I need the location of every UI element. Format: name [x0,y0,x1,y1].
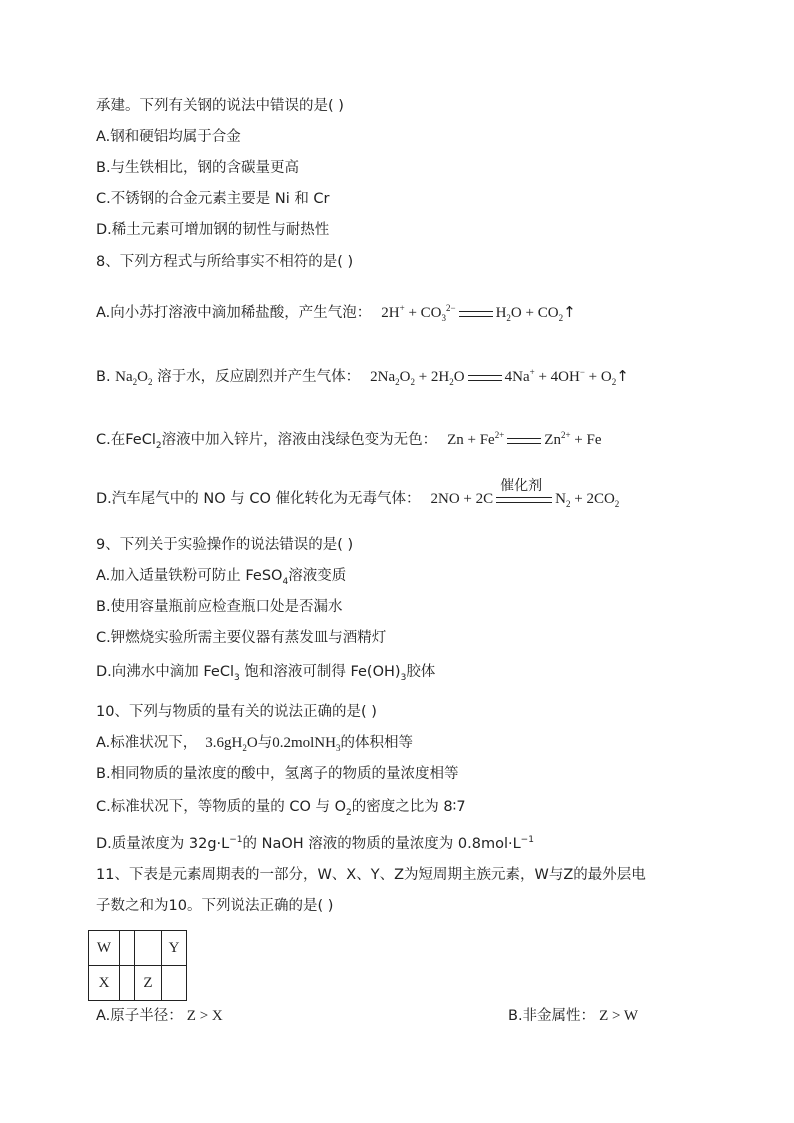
cell-empty [120,931,135,966]
question-8-stem: 8、下列方程式与所给事实不相符的是( ) [96,254,354,270]
q8-option-b-equation: $2Na_2O_2 + 2H_2O$ $4Na^+ + 4OH^- + O_2↑$ [370,367,629,387]
periodic-table-fragment [88,930,187,1001]
q11-option-b-expr: Z > W [599,1008,639,1024]
q10-option-d-text-2: 的 NaOH 溶液的物质的量浓度为 0.8mol·L [242,835,521,852]
q9-option-a-text: A.加入适量铁粉可防止 FeSO [96,568,283,584]
question-9-stem: 9、下列关于实验操作的说法错误的是( ) [96,537,354,553]
q8-option-a-text: A.向小苏打溶液中滴加稀盐酸，产生气泡： [96,305,372,321]
q10-option-c-text-2: 的密度之比为 8∶7 [351,799,466,815]
q11-option-a-expr: Z > X [186,1008,223,1024]
q10-option-a: A.标准状况下， $3.6gH_2O$与0.2molNH$_3$的体积相等 [96,735,413,753]
q10-option-c-text: C.标准状况下，等物质的量的 CO 与 O [96,799,347,815]
q11-option-a [96,1006,223,1026]
q8-option-d [96,477,620,514]
question-10-stem: 10、下列与物质的量有关的说法正确的是( ) [96,704,377,720]
q8-option-b: B. $Na_2O_2$ 溶于水，反应剧烈并产生气体： $2Na_2O_2 + 2H_2O$ $4Na^+ + 4OH^- + O_2↑$ [96,367,629,387]
q10-option-a-text-3: 的体积相等 [340,735,413,751]
option-b: B.与生铁相比，钢的含碳量更高 [96,160,300,176]
cell-x: X [89,966,120,1001]
q8-option-b-text: 溶于水，反应剧烈并产生气体： [157,369,361,385]
q10-option-c: C.标准状况下，等物质的量的 CO 与 $O_2$的密度之比为 8∶7 [96,799,466,818]
cell-z: Z [135,966,162,1001]
q9-option-d-text: D.向沸水中滴加 FeCl [96,664,235,680]
q10-option-d-text: D.质量浓度为 32g·L [96,835,230,852]
q8-option-c-text-2: 溶液中加入锌片，溶液由浅绿色变为无色： [161,432,438,448]
cell-empty [120,966,135,1001]
question-11-stem-2: 子数之和为10。下列说法正确的是( ) [96,898,334,914]
q8-option-c-text: C.在FeCl [96,432,156,448]
q10-option-b: B.相同物质的量浓度的酸中，氢离子的物质的量浓度相等 [96,766,459,782]
q11-option-b [508,1006,638,1026]
question-11-stem: 11、下表是元素周期表的一部分，W、X、Y、Z为短周期主族元素，W与Z的最外层电 [96,867,646,883]
q10-option-d: D.质量浓度为 $32g\cdot L^{-1}$的 NaOH 溶液的物质的量浓度为 $0.8mol\cdot L^{-1}$ [96,835,534,852]
q11-option-a-text: A.原子半径： [96,1008,183,1024]
cell-y: Y [162,931,187,966]
q8-option-a [96,298,576,328]
option-c: C.不锈钢的合金元素主要是 Ni 和 Cr [96,191,330,207]
q9-option-a-text-2: 溶液变质 [288,568,347,584]
q9-option-a: A.加入适量铁粉可防止 FeSO$_4$溶液变质 [96,568,347,587]
q10-option-a-text-2: 与 [257,735,273,751]
q9-option-b: B.使用容量瓶前应检查瓶口处是否漏水 [96,599,343,615]
q8-option-a-equation: $2H^+ + CO_3^{2-}$ $H_2O$ + $CO_2↑$ [381,303,576,323]
text-line: 承建。下列有关钢的说法中错误的是( ) [96,98,344,114]
q9-option-c: C.钾燃烧实验所需主要仪器有蒸发皿与酒精灯 [96,630,387,646]
q9-option-d: D.向沸水中滴加 FeCl$_3$ 饱和溶液可制得 $Fe(OH)_3$胶体 [96,664,436,683]
cell-w: W [89,931,120,966]
q8-option-d-equation: 2NO + 2C 催化剂 $N_2 + 2CO_2$ [430,477,620,509]
q9-option-d-text-2: 饱和溶液可制得 Fe(OH) [239,664,401,680]
q8-option-b-prefix: B. [96,369,116,385]
q11-option-b-text: B.非金属性： [508,1008,596,1024]
option-d: D.稀土元素可增加钢的韧性与耐热性 [96,222,330,238]
q10-option-a-text: A.标准状况下， [96,735,198,751]
q8-option-d-text: D.汽车尾气中的 NO 与 CO 催化转化为无毒气体： [96,491,421,507]
option-a: A.钢和硬铝均属于合金 [96,129,241,145]
q9-option-d-text-3: 胶体 [406,664,436,680]
cell-empty [135,931,162,966]
catalyst-label: 催化剂 [500,477,543,494]
q8-option-c: C.在FeCl$_2$溶液中加入锌片，溶液由浅绿色变为无色： $Zn + Fe^{2+}$ $Zn^{2+} + Fe$ [96,430,602,451]
cell-empty [162,966,187,1001]
q8-option-c-equation: $Zn + Fe^{2+}$ $Zn^{2+} + Fe$ [447,430,602,448]
